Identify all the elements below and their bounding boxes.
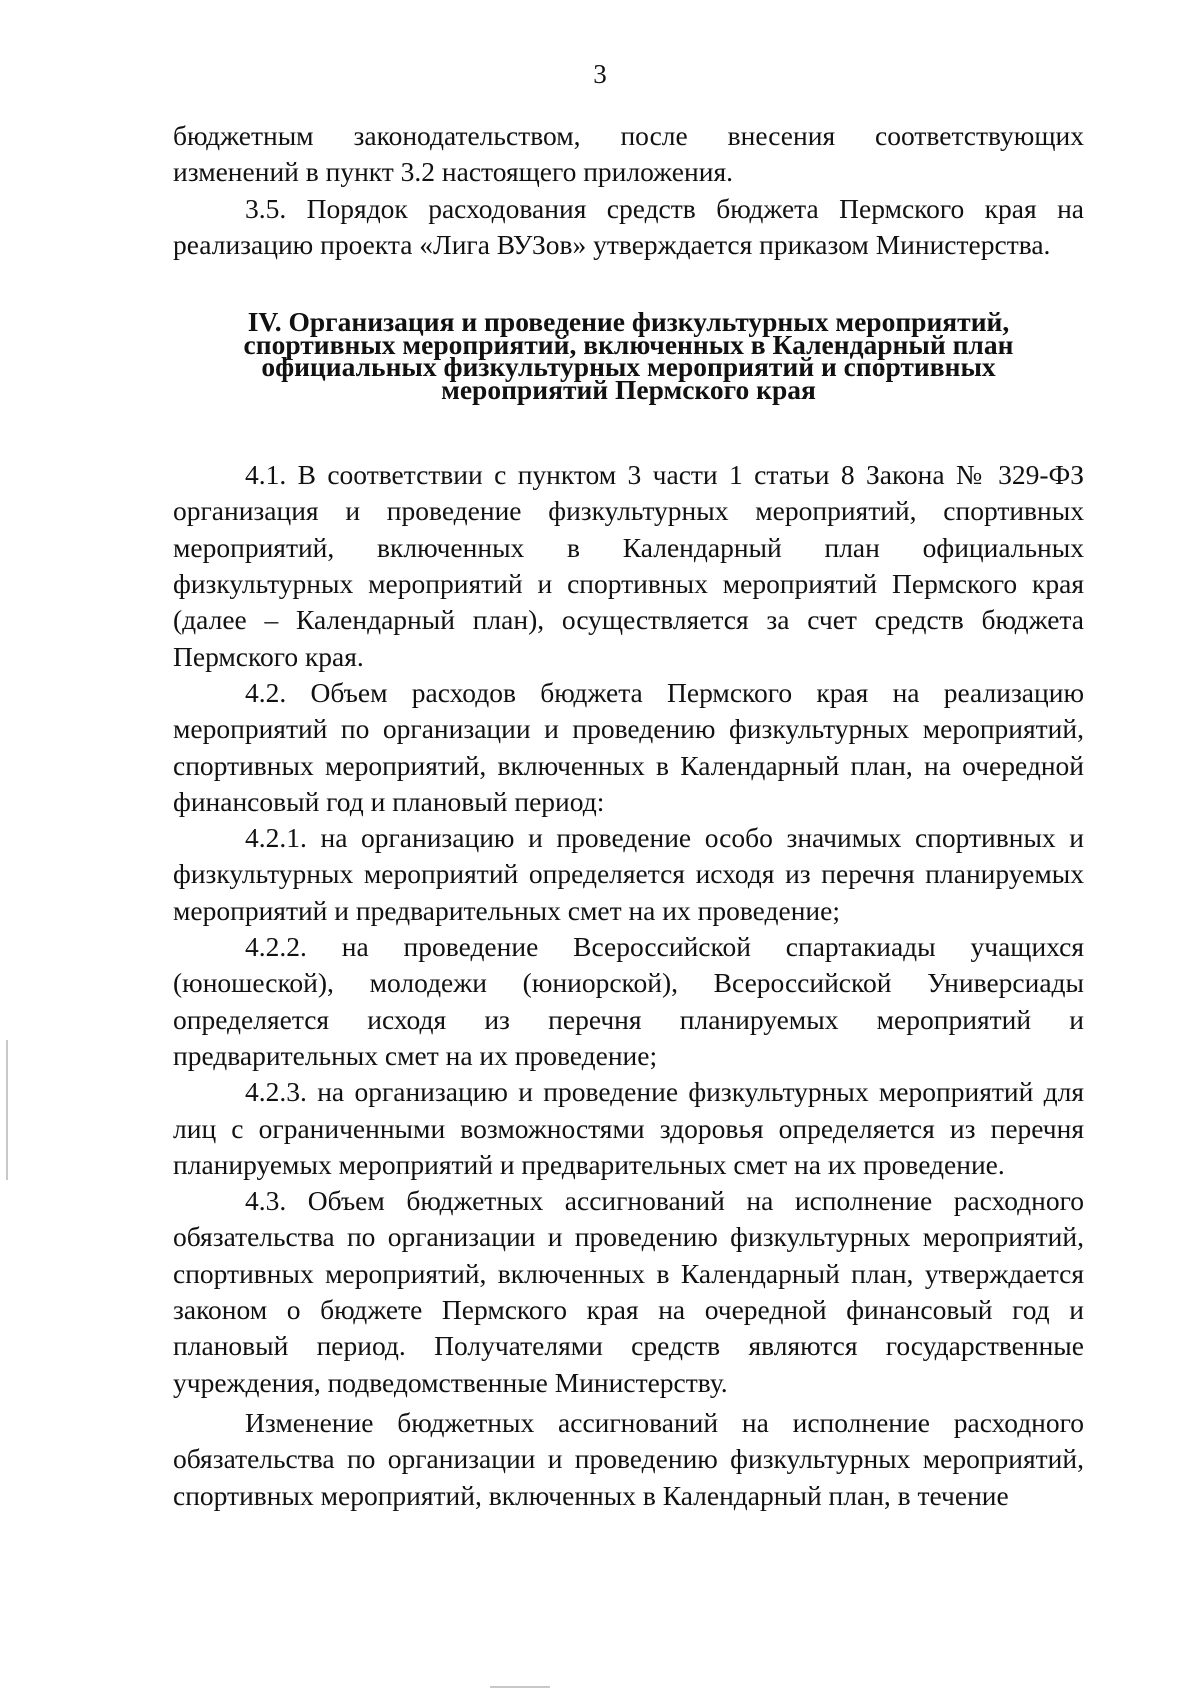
- section-heading-line: мероприятий Пермского края: [441, 373, 816, 405]
- scan-edge-mark: [490, 1686, 550, 1688]
- paragraph-change: Изменение бюджетных ассигнований на исполнение расходного обязательства по организации и проведению физкультурных мероприятий, спортивных мероприятий, включенных в Календарный план, в течение: [173, 1406, 1084, 1511]
- paragraph-4-2: 4.2. Объем расходов бюджета Пермского края на реализацию мероприятий по организации и проведению физкультурных мероприятий, спортивных мероприятий, включенных в Календарный план, на очередной финансовый год и плановый период:: [173, 676, 1084, 817]
- paragraph-4-2-3: 4.2.3. на организацию и проведение физкультурных мероприятий для лиц с ограниченными возможностями здоровья определяется из перечня планируемых мероприятий и предварительных смет на их проведение.: [173, 1076, 1084, 1180]
- section-heading: [173, 306, 1084, 405]
- section-heading-line: IV. Организация и проведение физкультурных мероприятий,: [247, 306, 1010, 338]
- paragraph-4-1: 4.1. В соответствии с пунктом 3 части 1 статьи 8 Закона № 329-ФЗ организация и проведение физкультурных мероприятий, спортивных мероприятий, включенных в Календарный план официальных физкультурных мероприятий и спортивных мероприятий Пермского края (далее – Календарный план), осуществляется за счет средств бюджета Пермского края.: [173, 459, 1084, 672]
- paragraph-4-2-1: 4.2.1. на организацию и проведение особо значимых спортивных и физкультурных мероприятий определяется исходя из перечня планируемых мероприятий и предварительных смет на их проведение;: [173, 822, 1084, 926]
- paragraph-3-5: 3.5. Порядок расходования средств бюджета Пермского края на реализацию проекта «Лига ВУЗов» утверждается приказом Министерства.: [173, 192, 1084, 260]
- scan-edge-mark: [6, 1040, 8, 1180]
- page-number: 3: [593, 59, 607, 89]
- section-heading-line: спортивных мероприятий, включенных в Календарный план: [243, 328, 1014, 360]
- paragraph-4-2-2: 4.2.2. на проведение Всероссийской спартакиады учащихся (юношеской), молодежи (юниорской), Всероссийской Универсиады определяется исходя из перечня планируемых мероприятий и предварительных смет на их проведение;: [173, 931, 1084, 1071]
- paragraph-continuation: бюджетным законодательством, после внесения соответствующих изменений в пункт 3.2 настоящего приложения.: [173, 120, 1084, 188]
- paragraph-4-3: 4.3. Объем бюджетных ассигнований на исполнение расходного обязательства по организации и проведению физкультурных мероприятий, спортивных мероприятий, включенных в Календарный план, утверждается законом о бюджете Пермского края на очередной финансовый год и плановый период. Получателями средств являются государственные учреждения, подведомственные Министерству.: [173, 1185, 1084, 1398]
- section-heading-line: официальных физкультурных мероприятий и спортивных: [261, 351, 996, 383]
- document-body: [173, 118, 1084, 1514]
